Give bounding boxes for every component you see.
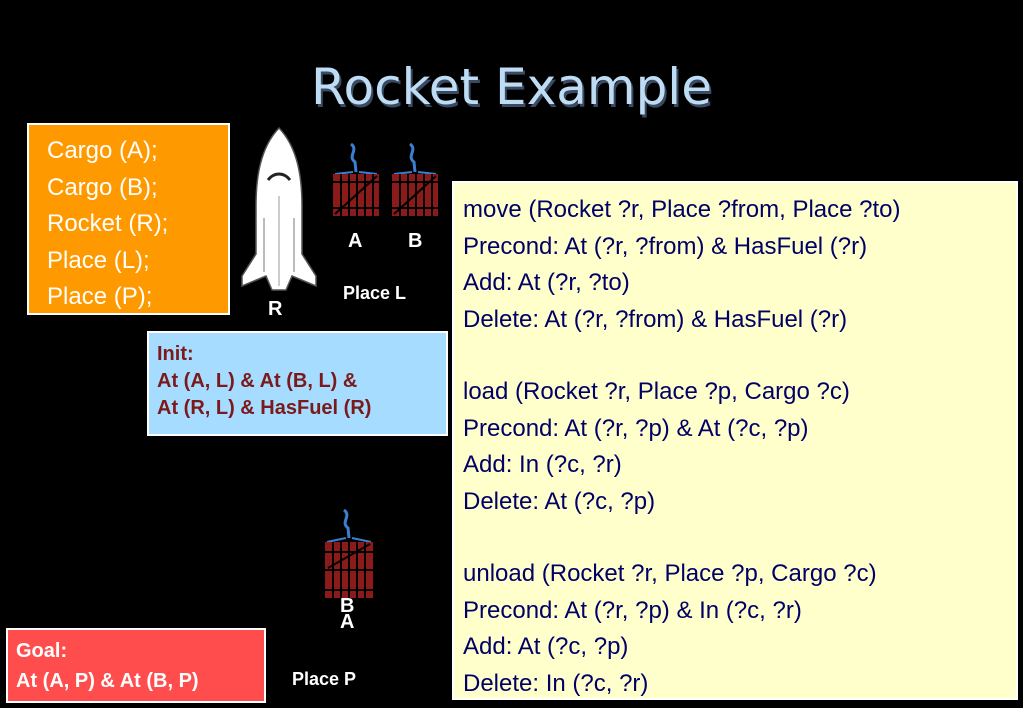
rocket-icon: [240, 126, 318, 296]
goal-cargo-stack-icon: [322, 508, 376, 604]
init-line: At (A, L) & At (B, L) &: [157, 370, 358, 392]
operator-move: [463, 192, 1007, 338]
init-heading: Init:: [157, 343, 194, 365]
operator-delete: Delete: At (?c, ?p): [463, 487, 656, 515]
operator-signature: load (Rocket ?r, Place ?p, Cargo ?c): [463, 378, 850, 405]
place-p-label: Place P: [292, 669, 357, 689]
goal-cargo-top-label: B: [340, 595, 355, 617]
operator-add: Add: At (?r, ?to): [463, 269, 630, 296]
operator-spacer: [463, 338, 1007, 374]
operator-delete: Delete: At (?r, ?from) & HasFuel (?r): [463, 305, 848, 333]
operator-unload: [463, 556, 1007, 702]
rocket-label: R: [268, 298, 283, 320]
goal-cargo-bottom-label: A: [340, 611, 355, 633]
place-l-label: Place L: [343, 283, 407, 303]
goal-box: [6, 628, 266, 703]
operator-precond: Precond: At (?r, ?p) & In (?c, ?r): [463, 596, 802, 624]
operator-precond: Precond: At (?r, ?from) & HasFuel (?r): [463, 232, 868, 260]
operators-box: [452, 181, 1018, 700]
declaration-cargo-a: Cargo (A);: [47, 137, 158, 164]
init-box: [147, 331, 448, 436]
declaration-place-l: Place (L);: [47, 246, 150, 274]
operator-add: Add: In (?c, ?r): [463, 451, 622, 478]
slide-title: Rocket Example: [311, 58, 712, 116]
declarations-box: [27, 123, 230, 315]
cargo-a-label: A: [348, 230, 363, 252]
operator-load: [463, 374, 1007, 520]
operator-delete: Delete: In (?c, ?r): [463, 669, 649, 697]
operator-spacer: [463, 520, 1007, 556]
goal-line: At (A, P) & At (B, P): [16, 670, 199, 692]
cargo-b-label: B: [408, 230, 423, 252]
operator-signature: move (Rocket ?r, Place ?from, Place ?to): [463, 196, 901, 223]
cargo-b-crate-icon: [390, 140, 440, 220]
goal-heading: Goal:: [16, 640, 68, 662]
operator-signature: unload (Rocket ?r, Place ?p, Cargo ?c): [463, 560, 877, 587]
declaration-place-p: Place (P);: [47, 283, 153, 310]
operator-precond: Precond: At (?r, ?p) & At (?c, ?p): [463, 414, 809, 442]
operator-add: Add: At (?c, ?p): [463, 633, 629, 660]
init-line: At (R, L) & HasFuel (R): [157, 397, 372, 419]
declaration-rocket-r: Rocket (R);: [47, 210, 169, 237]
cargo-a-crate-icon: [331, 140, 381, 220]
declaration-cargo-b: Cargo (B);: [47, 173, 158, 201]
